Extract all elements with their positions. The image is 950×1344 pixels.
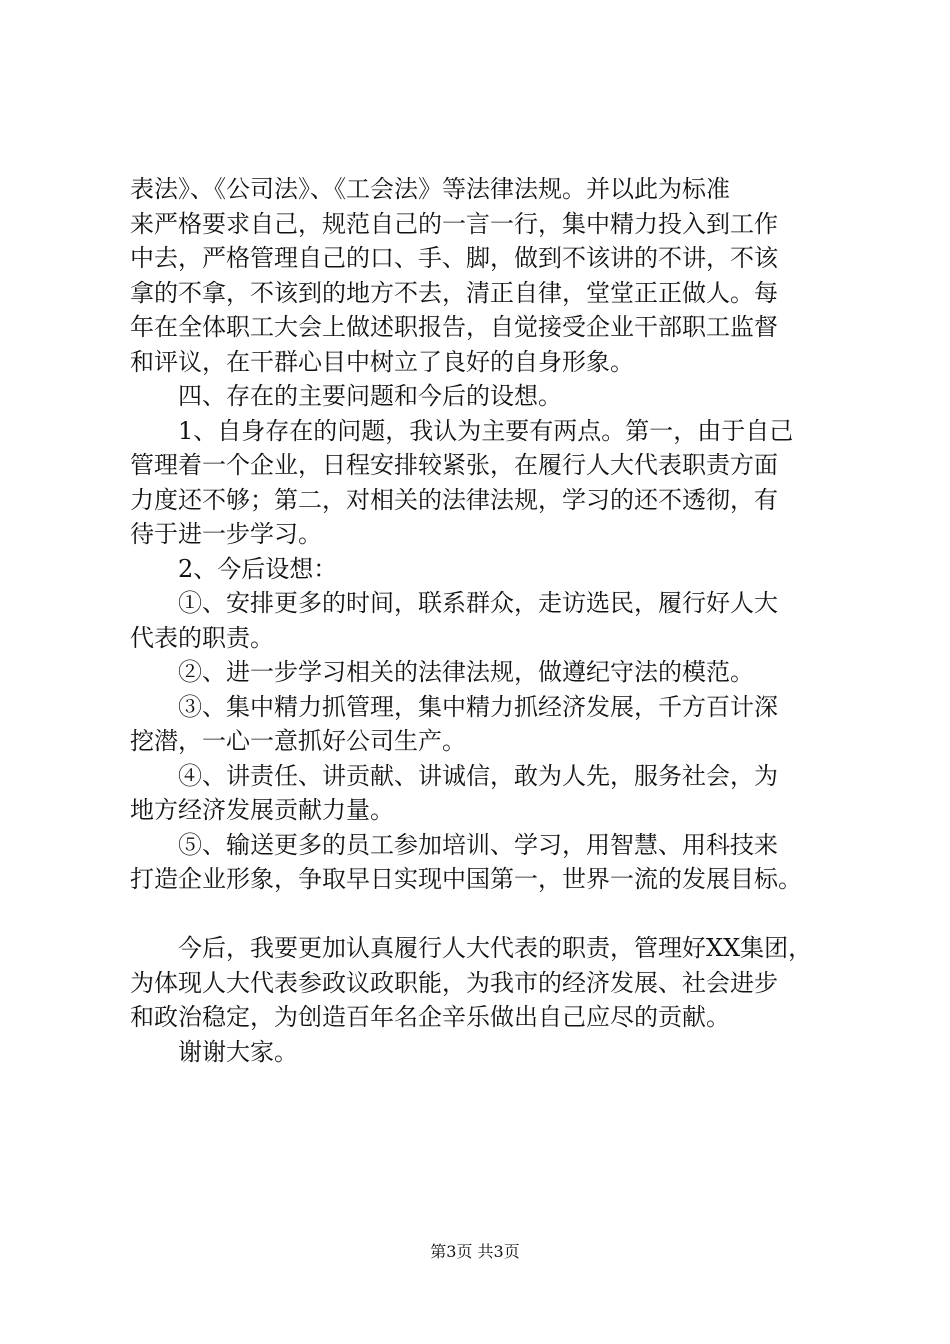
list-item-plan-1 <box>130 586 850 655</box>
list-item-plan-3 <box>130 690 850 759</box>
list-item-plan-5 <box>130 828 850 897</box>
list-item-plan-4 <box>130 759 850 828</box>
paragraph-law-compliance <box>130 172 850 379</box>
text-line: ④、讲责任、讲贡献、讲诚信，敢为人先，服务社会，为 <box>130 761 778 790</box>
text-line: 管理着一个企业，日程安排较紧张，在履行人大代表职责方面 <box>130 451 778 479</box>
text-line: 中去，严格管理自己的口、手、脚，做到不该讲的不讲，不该 <box>130 244 778 272</box>
text-line: ③、集中精力抓管理，集中精力抓经济发展，千方百计深 <box>130 692 778 721</box>
text-line: 今后，我要更加认真履行人大代表的职责，管理好XX集团， <box>130 934 813 962</box>
text-line: 拿的不拿，不该到的地方不去，清正自律，堂堂正正做人。每 <box>130 278 778 307</box>
text-line: 待于进一步学习。 <box>130 520 322 548</box>
text-line: ①、安排更多的时间，联系群众，走访选民，履行好人大 <box>130 589 778 617</box>
text-line: 1、自身存在的问题，我认为主要有两点。第一，由于自己 <box>130 416 794 445</box>
paragraph-closing-commitment <box>130 931 850 1035</box>
text-line: 表法》、《公司法》、《工会法》等法律法规。并以此为标准 <box>130 175 730 203</box>
text-line: 四、存在的主要问题和今后的设想。 <box>130 382 562 410</box>
paragraph-existing-problems <box>130 414 850 552</box>
text-line: 地方经济发展贡献力量。 <box>130 796 394 824</box>
list-item-plan-2 <box>130 655 850 690</box>
text-line: 代表的职责。 <box>130 623 274 652</box>
text-line: 年在全体职工大会上做述职报告，自觉接受企业干部职工监督 <box>130 313 778 341</box>
page-number-footer: 第3页 共3页 <box>430 1242 520 1261</box>
text-line: ②、进一步学习相关的法律法规，做遵纪守法的模范。 <box>130 658 754 686</box>
paragraph-future-plans-heading <box>130 552 850 587</box>
text-line: 为体现人大代表参政议政职能，为我市的经济发展、社会进步 <box>130 968 778 997</box>
text-line: ⑤、输送更多的员工参加培训、学习，用智慧、用科技来 <box>130 830 778 859</box>
section-heading-problems-and-plans <box>130 379 850 414</box>
text-line: 2、今后设想： <box>130 554 338 583</box>
text-line: 和评议，在干群心目中树立了良好的自身形象。 <box>130 347 634 376</box>
text-line: 谢谢大家。 <box>130 1037 298 1066</box>
text-line: 挖潜，一心一意抓好公司生产。 <box>130 727 466 755</box>
text-line: 打造企业形象，争取早日实现中国第一，世界一流的发展目标。 <box>130 865 802 893</box>
paragraph-thanks <box>130 1035 850 1070</box>
text-line: 力度还不够；第二，对相关的法律法规，学习的还不透彻，有 <box>130 485 778 514</box>
text-line: 来严格要求自己，规范自己的一言一行，集中精力投入到工作 <box>130 209 778 238</box>
document-body <box>130 172 850 1069</box>
text-line: 和政治稳定，为创造百年名企辛乐做出自己应尽的贡献。 <box>130 1003 730 1031</box>
paragraph-spacer <box>130 897 850 932</box>
